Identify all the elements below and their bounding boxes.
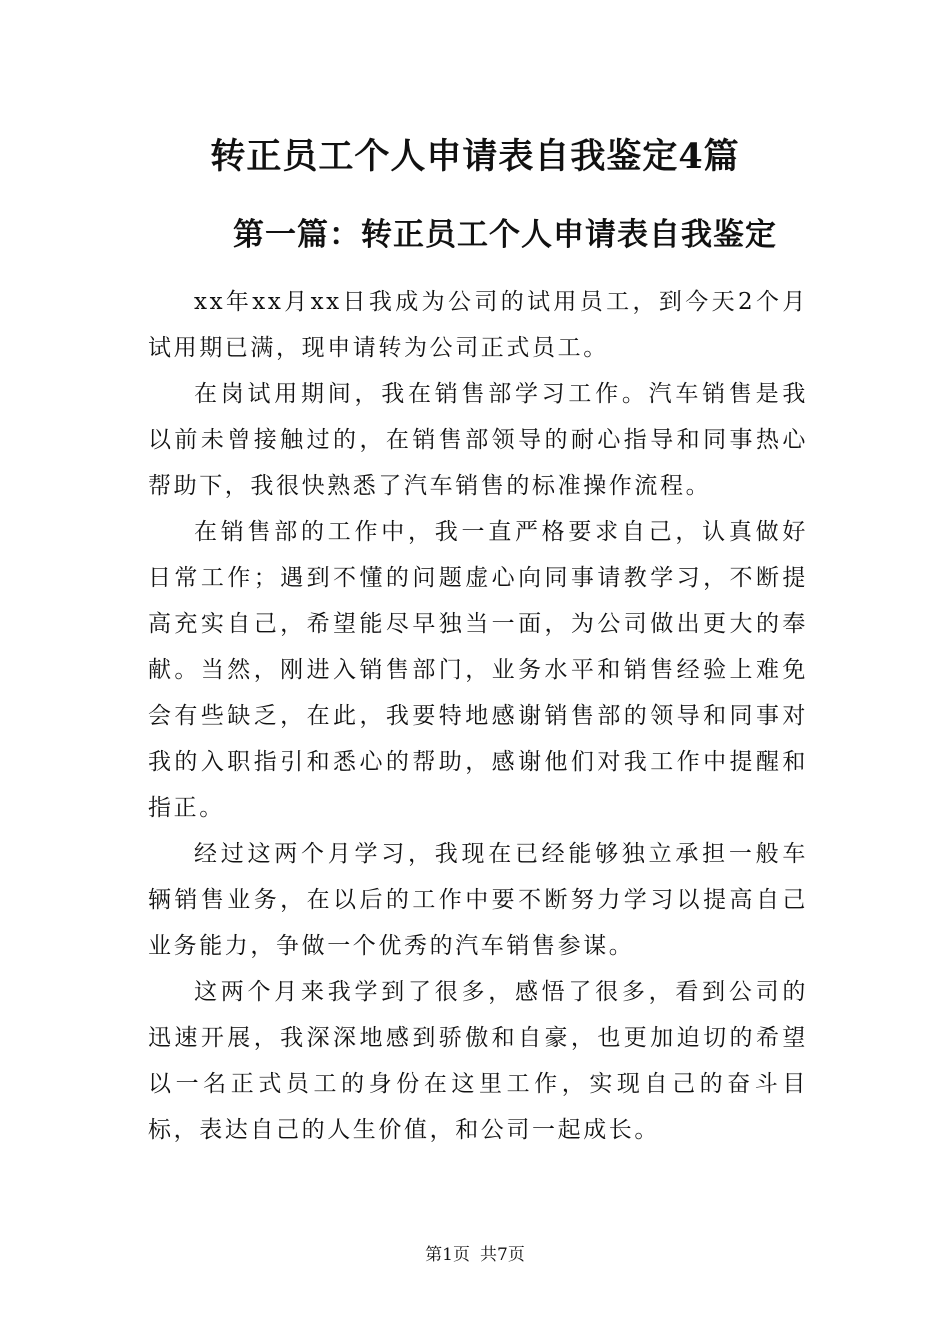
paragraph: 在销售部的工作中，我一直严格要求自己，认真做好日常工作；遇到不懂的问题虚心向同事请教学习，不断提高充实自己，希望能尽早独当一面，为公司做出更大的奉献。当然，刚进入销售部门，业务水平和销售经验上难免会有些缺乏，在此，我要特地感谢销售部的领导和同事对我的入职指引和悉心的帮助，感谢他们对我工作中提醒和指正。 [148,519,808,821]
page-number: 第1页 [425,1245,470,1265]
page-total: 共7页 [480,1245,525,1265]
document-title: 转正员工个人申请表自我鉴定4篇 [210,136,740,177]
paragraph: 这两个月来我学到了很多，感悟了很多，看到公司的迅速开展，我深深地感到骄傲和自豪，也更加迫切的希望以一名正式员工的身份在这里工作，实现自己的奋斗目标，表达自己的人生价值，和公司一起成长。 [148,979,808,1143]
page-footer [0,1243,950,1267]
paragraph: 在岗试用期间，我在销售部学习工作。汽车销售是我以前未曾接触过的，在销售部领导的耐心指导和同事热心帮助下，我很快熟悉了汽车销售的标准操作流程。 [148,381,808,499]
paragraph: xx年xx月xx日我成为公司的试用员工，到今天2个月试用期已满，现申请转为公司正式员工。 [148,289,808,361]
document-body [148,279,808,1153]
paragraph: 经过这两个月学习，我现在已经能够独立承担一般车辆销售业务，在以后的工作中要不断努力学习以提高自己业务能力，争做一个优秀的汽车销售参谋。 [148,841,808,959]
section-title: 第一篇：转正员工个人申请表自我鉴定 [233,217,777,253]
